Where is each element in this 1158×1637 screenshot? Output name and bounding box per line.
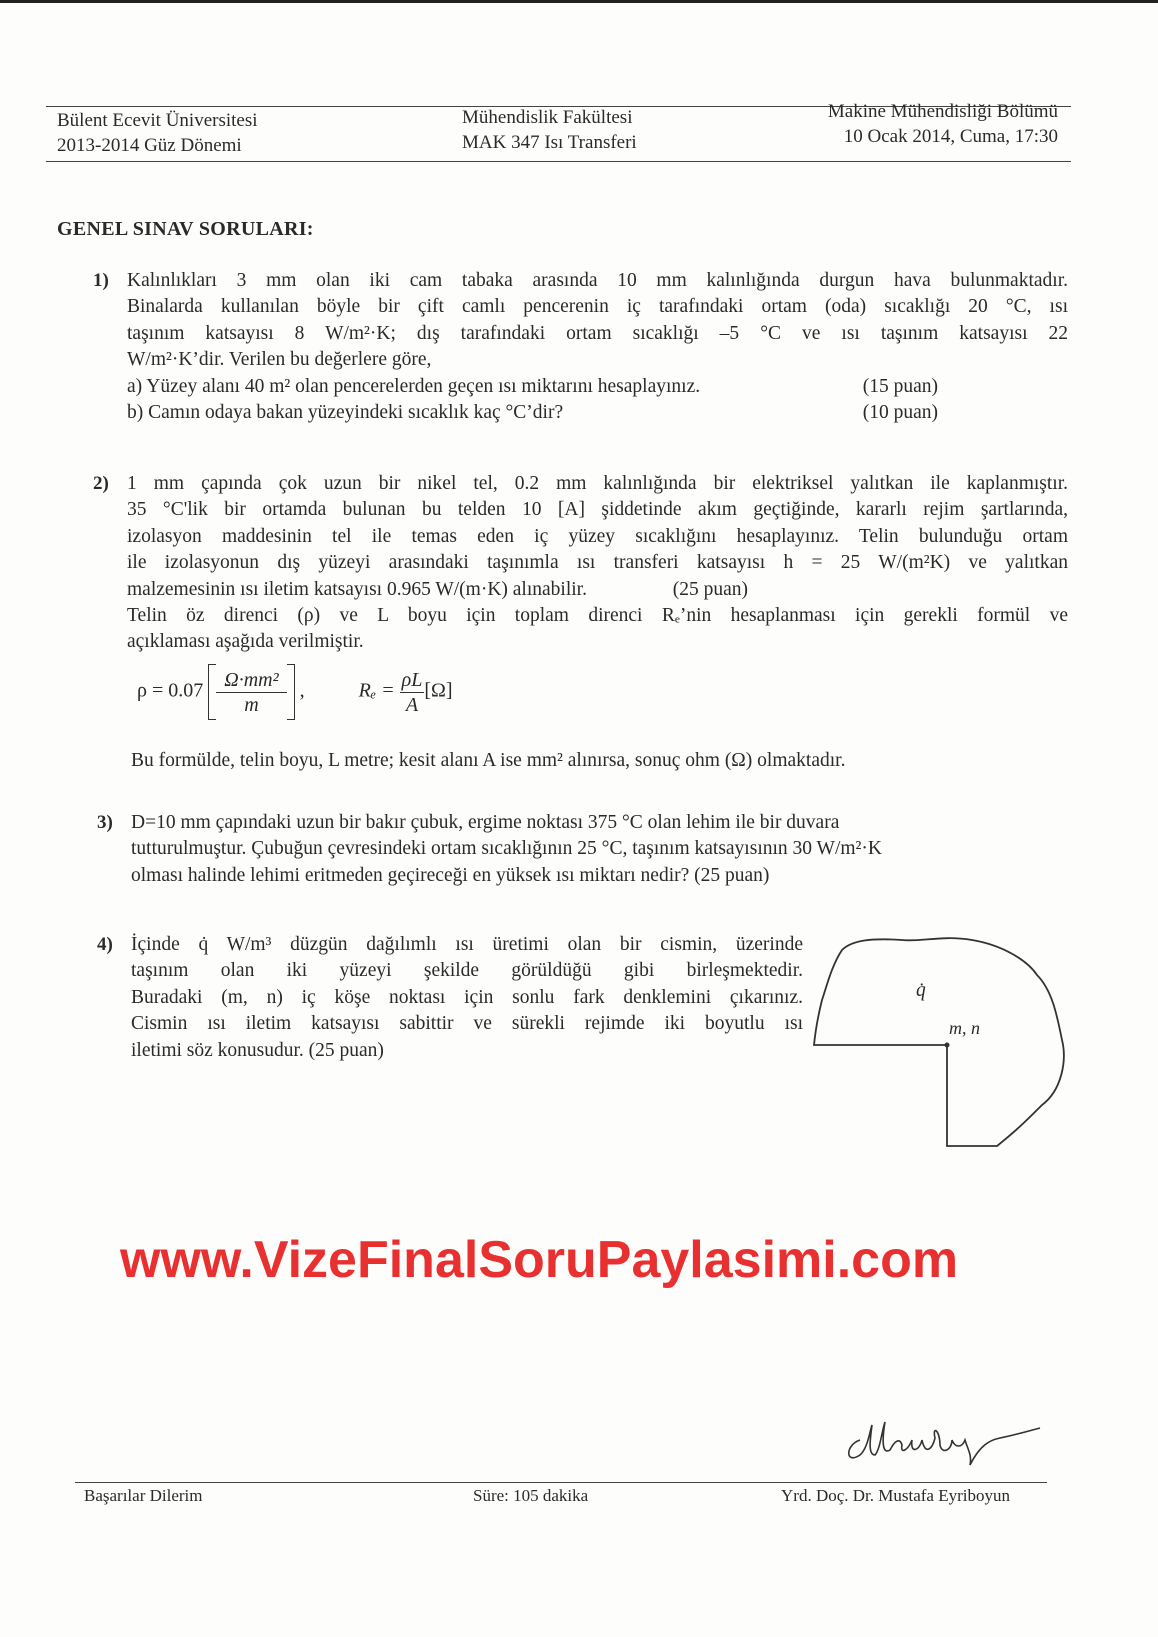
line-text: b) Camın odaya bakan yüzeyindeki sıcaklık kaç °C’dir? [127, 402, 564, 424]
node-label: m, n [949, 1018, 980, 1038]
exam-duration: Süre: 105 dakika [473, 1486, 589, 1505]
question-line [127, 400, 1068, 426]
points-label: (10 puan) [862, 402, 938, 424]
question-number: 4) [97, 934, 113, 955]
course-name: MAK 347 Isı Transferi [462, 132, 637, 153]
line-text: Telin öz direnci (ρ) ve L boyu için toplam direnci Rₑ’nin hesaplanması için gerekli formül ve [127, 605, 1068, 627]
question-line [131, 810, 1072, 836]
line-text: iletimi söz konusudur. (25 puan) [131, 1039, 384, 1061]
question-line [131, 836, 1072, 862]
question-line [127, 497, 1068, 523]
formula-explanation: Bu formülde, telin boyu, L metre; kesit alanı A ise mm² alınırsa, sonuç ohm (Ω) olmaktadır. [131, 750, 846, 771]
header-center [462, 105, 637, 155]
body-outline [814, 938, 1064, 1146]
header-right [828, 99, 1058, 149]
signature-stroke [849, 1422, 1040, 1465]
question-line [127, 268, 1068, 294]
line-text: 35 °C'lik bir ortamda bulunan bu telden 10 [A] şiddetinde akım geçtiğinde, kararlı rejim şartlarında, [127, 499, 1068, 521]
question-line [131, 1011, 803, 1037]
line-text: Cismin ısı iletim katsayısı sabittir ve sürekli rejimde iki boyutlu ısı [131, 1013, 803, 1035]
faculty-name: Mühendislik Fakültesi [462, 107, 633, 128]
footer-wishes: Başarılar Dilerim [84, 1486, 203, 1505]
question-line [127, 550, 1068, 576]
question-3 [97, 810, 1072, 889]
points-label: (25 puan) [672, 578, 748, 600]
rho-unit-fraction [216, 668, 286, 717]
watermark: www.VizeFinalSoruPaylasimi.com [120, 1231, 959, 1289]
question-line [127, 471, 1068, 497]
header-left [57, 108, 258, 158]
question-line [131, 958, 803, 984]
question-line [131, 932, 803, 958]
bracket-right [287, 664, 295, 720]
line-text: izolasyon maddesinin tel ile temas eden iç yüzey sıcaklığını hesaplayınız. Telin bulunduğu ortam [127, 525, 1068, 547]
university-name: Bülent Ecevit Üniversitesi [57, 110, 258, 131]
rho-numerator: Ω·mm² [216, 668, 286, 693]
question-line [127, 374, 1068, 400]
question-line [127, 294, 1068, 320]
resistance-formula [137, 664, 453, 720]
points-label: (15 puan) [862, 375, 938, 397]
question-text [127, 268, 1068, 426]
rho-denominator: m [244, 693, 259, 716]
line-text: olması halinde lehimi eritmeden geçireceği en yüksek ısı miktarı nedir? (25 puan) [131, 864, 770, 886]
question-text [131, 810, 1072, 889]
line-text: W/m²·K’dir. Verilen bu değerlere göre, [127, 349, 432, 371]
line-text: D=10 mm çapındaki uzun bir bakır çubuk, ergime noktası 375 °C olan lehim ile bir duvara [131, 812, 840, 833]
line-text: açıklaması aşağıda verilmiştir. [127, 631, 364, 653]
line-text: taşınım katsayısı 8 W/m²·K; dış tarafındaki ortam sıcaklığı –5 °C ve ısı taşınım katsayısı 22 [127, 322, 1068, 344]
rho-lhs: ρ = 0.07 [137, 679, 204, 702]
re-unit: [Ω] [424, 679, 453, 702]
bracket-left [208, 664, 216, 720]
line-text: Kalınlıkları 3 mm olan iki cam tabaka arasında 10 mm kalınlığında durgun hava bulunmaktadır. [127, 270, 1068, 291]
re-denominator: A [405, 693, 419, 716]
question-1 [93, 268, 1068, 426]
question-line [131, 863, 1072, 889]
instructor-name: Yrd. Doç. Dr. Mustafa Eyriboyun [781, 1486, 1010, 1505]
question-text [131, 932, 803, 1064]
line-text: Buradaki (m, n) iç köşe noktası için sonlu fark denklemini çıkarınız. [131, 986, 803, 1008]
line-text: Binalarda kullanılan böyle bir çift camlı pencerenin iç tarafındaki ortam (oda) sıcaklığı 20 °C, ısı [127, 296, 1068, 318]
line-text: taşınım olan iki yüzeyi şekilde görüldüğü gibi birleşmektedir. [131, 960, 803, 982]
question-line [127, 347, 1068, 373]
line-text: a) Yüzey alanı 40 m² olan pencerelerden geçen ısı miktarını hesaplayınız. [127, 375, 701, 397]
question-number: 1) [93, 270, 109, 291]
question-line [131, 1038, 803, 1064]
page-title: GENEL SINAV SORULARI: [57, 218, 314, 240]
re-fraction [400, 668, 425, 717]
line-text: tutturulmuştur. Çubuğun çevresindeki ortam sıcaklığının 25 °C, taşınım katsayısının 30 W/m²·K [131, 838, 882, 860]
line-text: İçinde q̇ W/m³ düzgün dağılımlı ısı üretimi olan bir cismin, üzerinde [131, 934, 803, 955]
question-line [131, 985, 803, 1011]
question-number: 2) [93, 473, 109, 494]
node-point [945, 1043, 950, 1048]
question-2 [93, 471, 1068, 656]
corner-node-figure [812, 930, 1082, 1155]
heat-generation-label: q̇ [916, 980, 926, 1001]
header-bottom-rule [46, 161, 1071, 162]
question-line [127, 603, 1068, 629]
footer-rule [75, 1482, 1047, 1483]
scan-edge [0, 0, 1158, 3]
re-lhs: Rₑ = [358, 679, 395, 702]
signature [840, 1410, 1050, 1470]
re-numerator: ρL [401, 668, 423, 691]
line-text: ile izolasyonun dış yüzeyi arasındaki taşınımla ısı transferi katsayısı h = 25 W/(m²K) ve yalıtkan [127, 552, 1068, 574]
question-line [127, 629, 1068, 655]
question-line [127, 321, 1068, 347]
exam-date: 10 Ocak 2014, Cuma, 17:30 [843, 126, 1058, 147]
question-text [127, 471, 1068, 656]
formula-comma: , [299, 679, 305, 702]
question-number: 3) [97, 812, 113, 833]
semester: 2013-2014 Güz Dönemi [57, 135, 242, 156]
line-text: 1 mm çapında çok uzun bir nikel tel, 0.2 mm kalınlığında bir elektriksel yalıtkan ile kaplanmıştır. [127, 473, 1068, 494]
line-text: malzemesinin ısı iletim katsayısı 0.965 W/(m·K) alınabilir. [127, 578, 587, 600]
question-4 [97, 932, 803, 1064]
question-line [127, 524, 1068, 550]
question-line [127, 577, 1068, 603]
department-name: Makine Mühendisliği Bölümü [827, 101, 1058, 122]
